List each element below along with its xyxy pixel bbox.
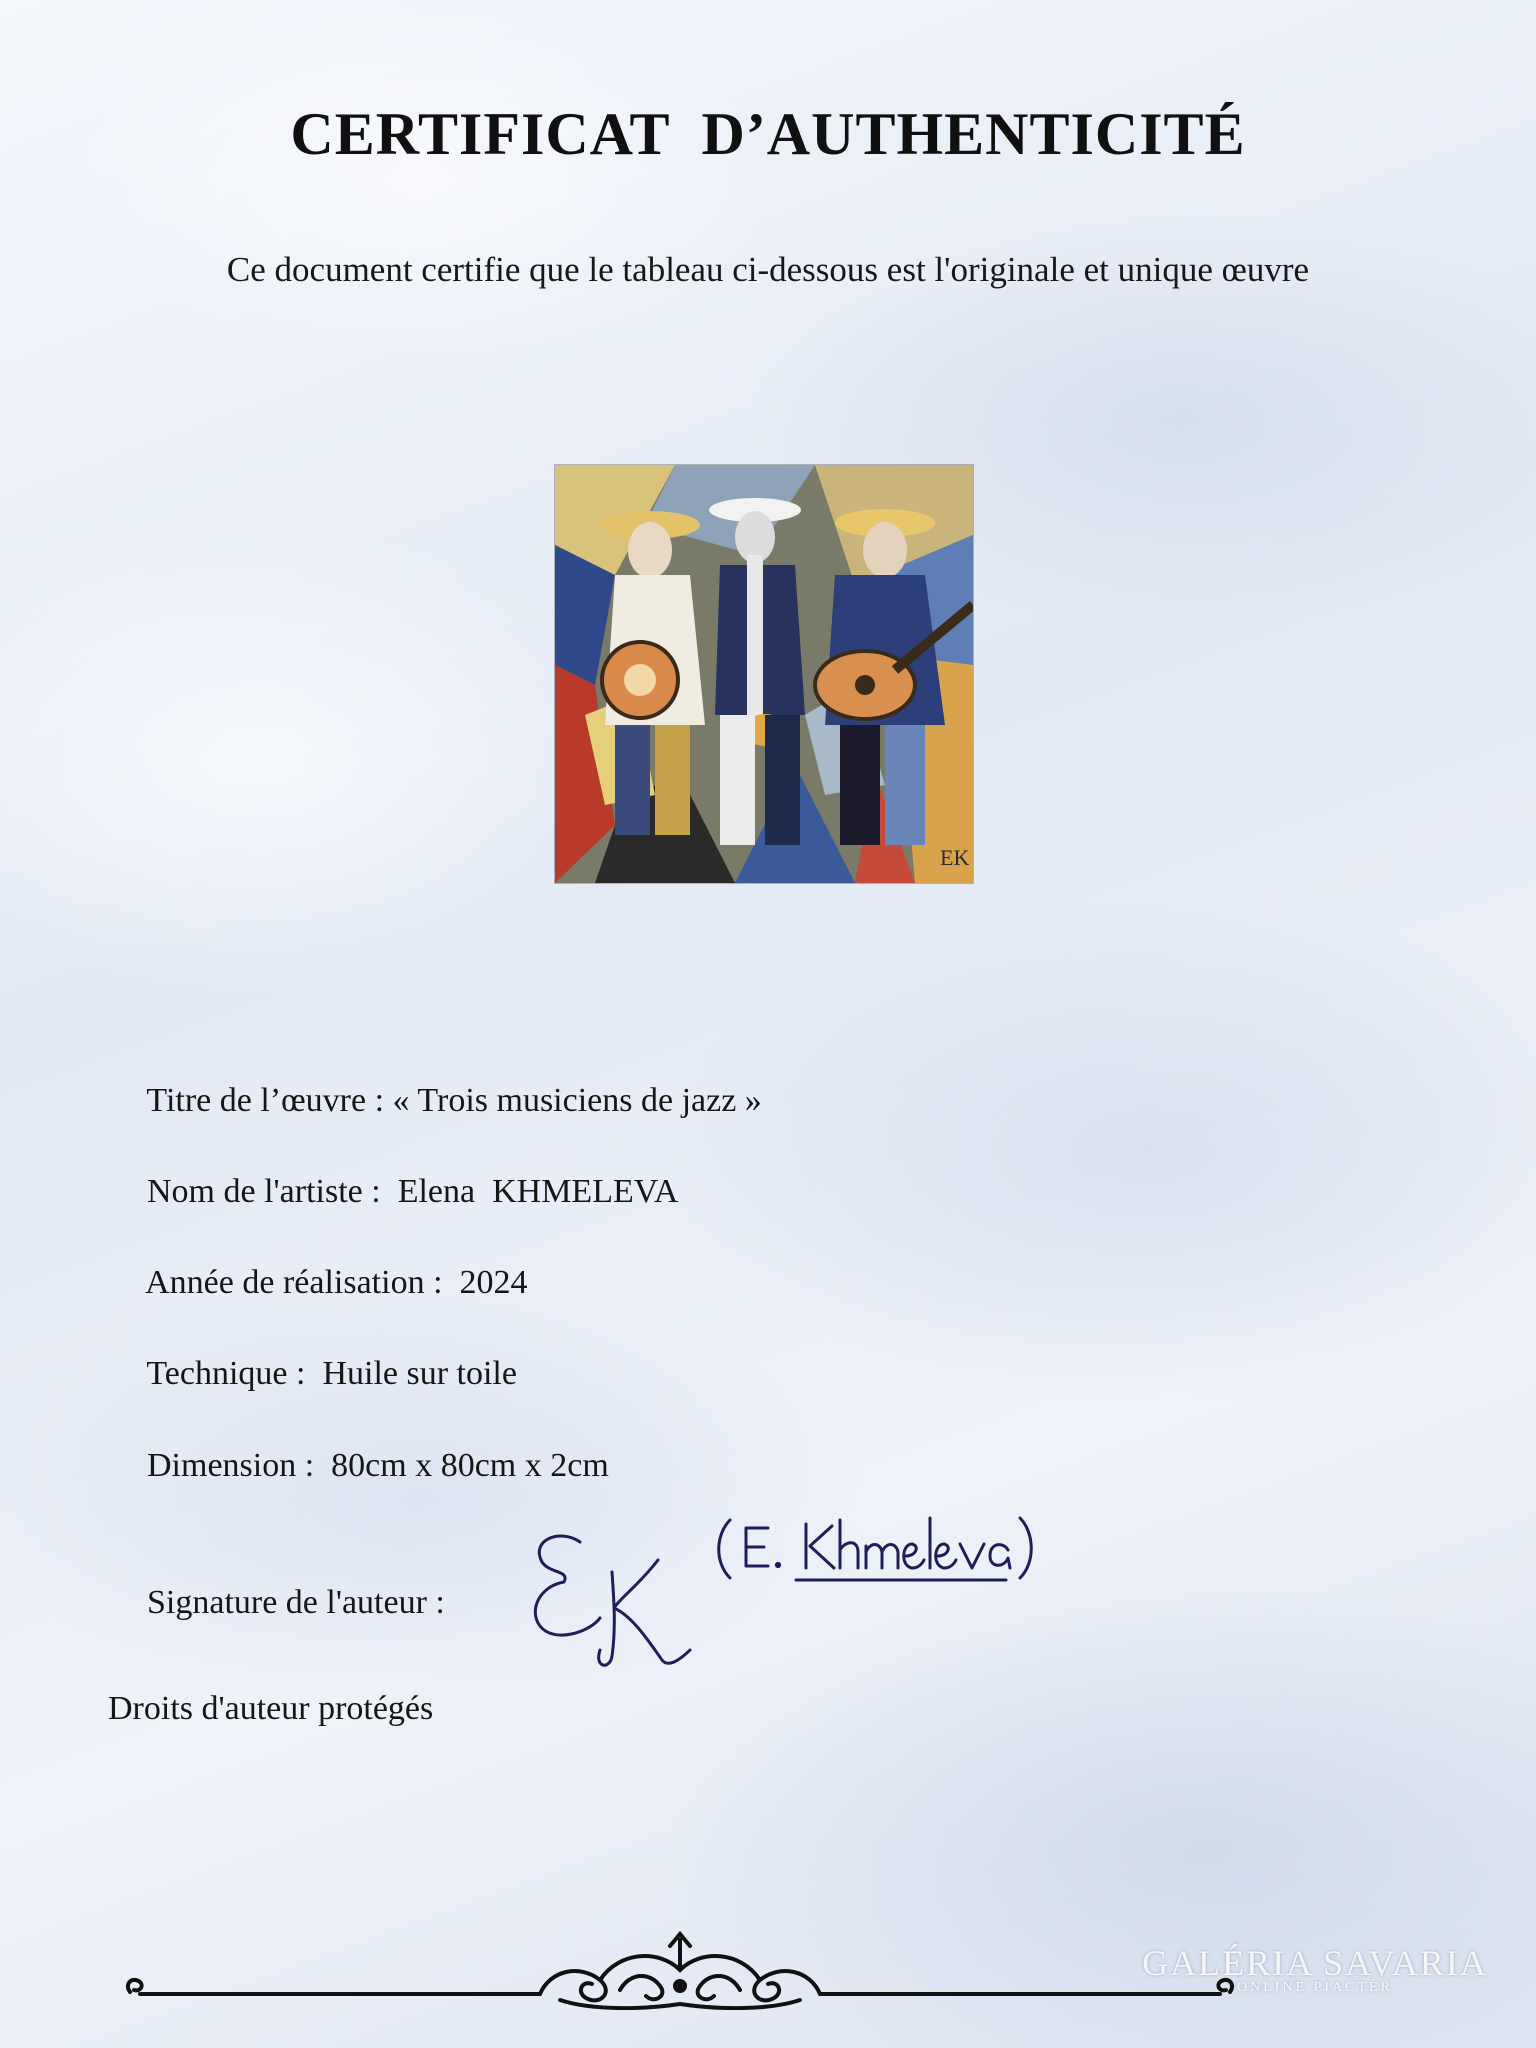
signature-label: Signature de l'auteur : bbox=[147, 1584, 445, 1621]
svg-text:EK: EK bbox=[940, 845, 970, 870]
gallery-watermark bbox=[1140, 1942, 1490, 1996]
title-label: Titre de l’œuvre : bbox=[146, 1082, 393, 1119]
technique-value: Huile sur toile bbox=[322, 1355, 517, 1392]
year-label: Année de réalisation : bbox=[145, 1264, 460, 1301]
copyright-notice: Droits d'auteur protégés bbox=[108, 1690, 434, 1727]
artwork-thumbnail bbox=[555, 465, 973, 883]
artwork-painting-image bbox=[555, 465, 973, 883]
handwritten-signature bbox=[520, 1500, 1080, 1680]
field-signature bbox=[113, 1546, 445, 1660]
ornamental-divider bbox=[120, 1920, 1240, 2010]
artist-value: Elena KHMELEVA bbox=[397, 1173, 679, 1210]
year-value: 2024 bbox=[459, 1264, 528, 1301]
watermark-main: GALÉRIA SAVARIA bbox=[1142, 1943, 1488, 1983]
technique-label: Technique : bbox=[146, 1355, 323, 1392]
title-value: « Trois musiciens de jazz » bbox=[392, 1082, 762, 1119]
dimension-value: 80cm x 80cm x 2cm bbox=[331, 1447, 609, 1484]
watermark-sub: ONLINE PIACTÉR bbox=[1237, 1980, 1393, 1995]
artist-label: Nom de l'artiste : bbox=[147, 1173, 398, 1210]
certificate-title: CERTIFICAT D’AUTHENTICITÉ bbox=[290, 101, 1246, 167]
dimension-label: Dimension : bbox=[147, 1447, 332, 1484]
certificate-subtitle: Ce document certifie que le tableau ci-dessous est l'originale et unique œuvre bbox=[226, 250, 1310, 289]
